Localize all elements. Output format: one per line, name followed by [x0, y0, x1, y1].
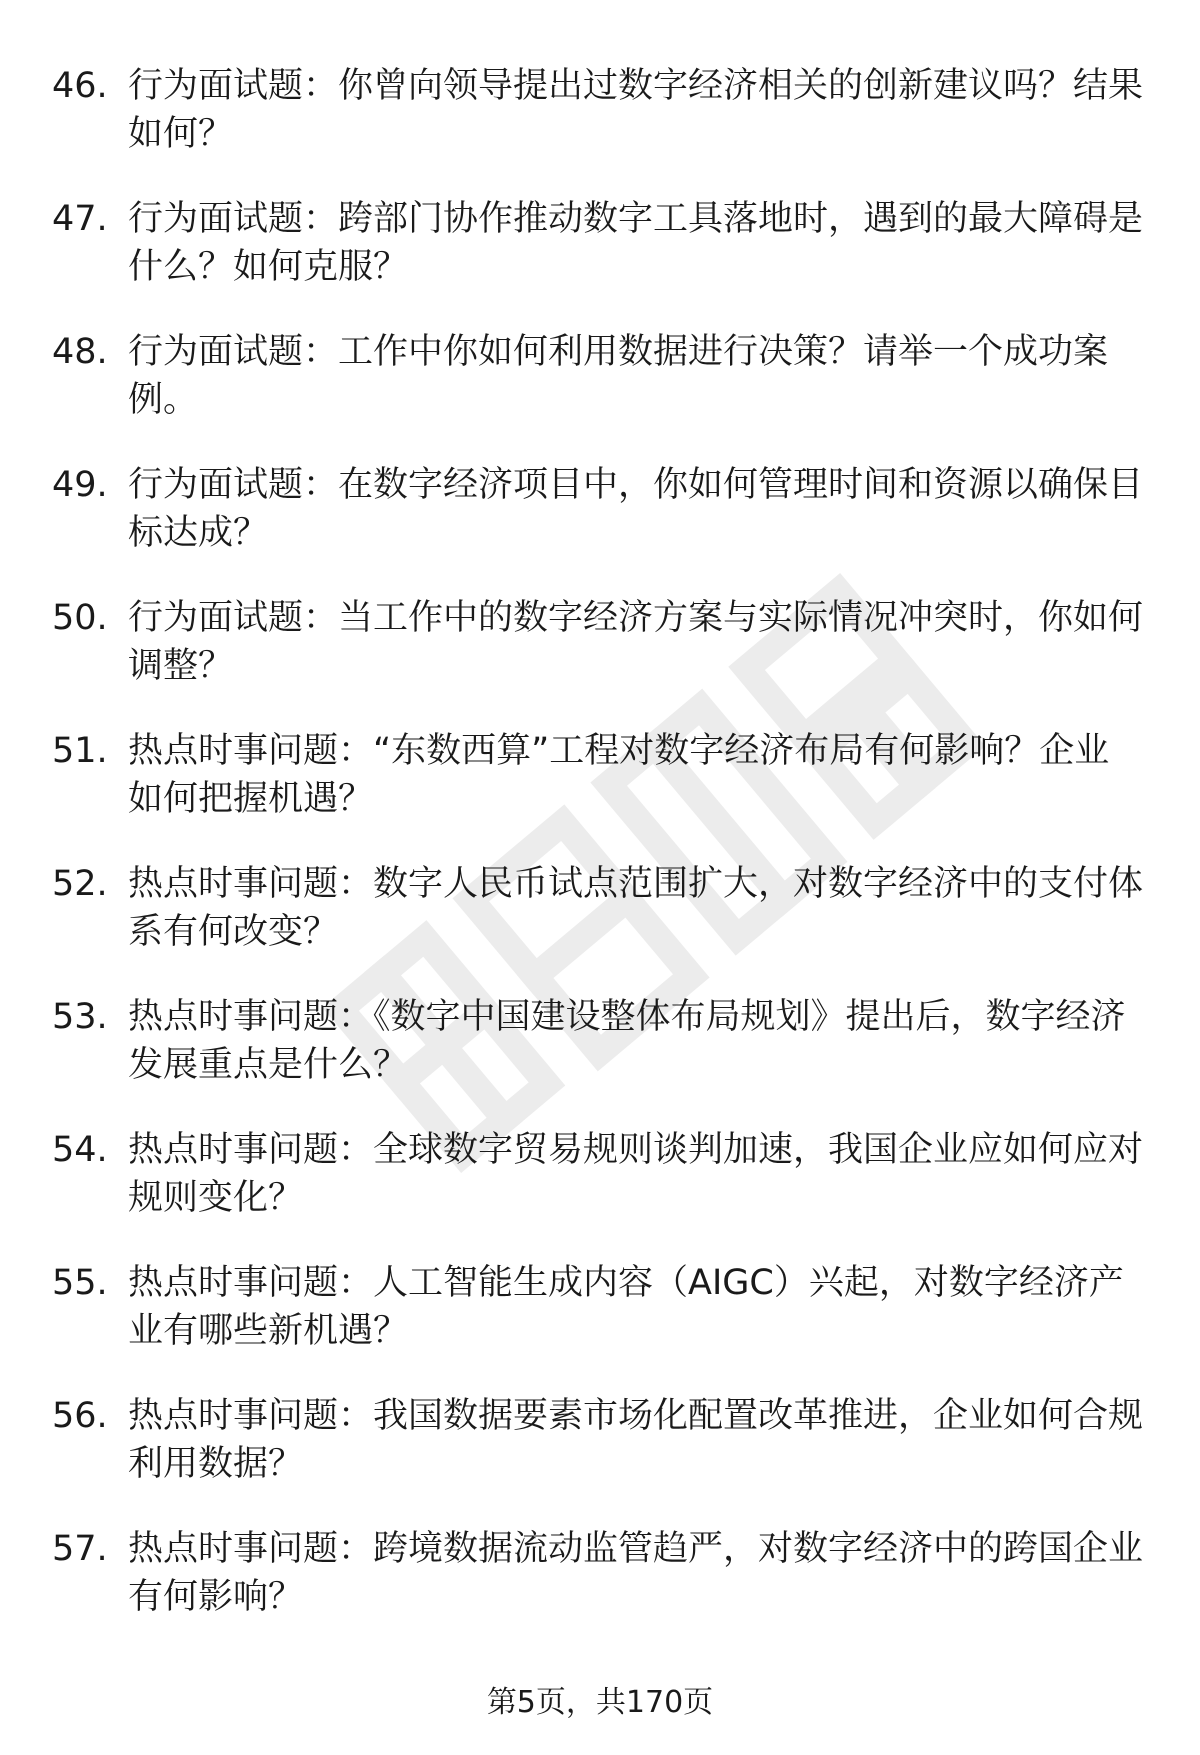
- list-item: [0, 1126, 1200, 1259]
- question-text: 热点时事问题：人工智能生成内容（AIGC）兴起，对数字经济产业有哪些新机遇？: [128, 1263, 1124, 1351]
- list-item: [0, 1525, 1200, 1658]
- list-item: [0, 594, 1200, 727]
- page-footer: 第5页，共170页: [486, 1685, 714, 1720]
- question-text: 行为面试题：跨部门协作推动数字工具落地时，遇到的最大障碍是什么？如何克服？: [128, 199, 1144, 287]
- list-item: [0, 727, 1200, 860]
- question-text: 行为面试题：在数字经济项目中，你如何管理时间和资源以确保目标达成？: [128, 465, 1144, 553]
- question-number: 50.: [52, 598, 108, 638]
- question-text: 热点时事问题：数字人民币试点范围扩大，对数字经济中的支付体系有何改变？: [128, 864, 1144, 952]
- question-number: 48.: [52, 332, 108, 372]
- question-number: 55.: [52, 1263, 108, 1303]
- question-text: 热点时事问题：全球数字贸易规则谈判加速，我国企业应如何应对规则变化？: [128, 1130, 1144, 1218]
- list-item: [0, 860, 1200, 993]
- question-number: 51.: [52, 731, 108, 771]
- question-text: 热点时事问题：我国数据要素市场化配置改革推进，企业如何合规利用数据？: [128, 1396, 1144, 1484]
- question-text: 行为面试题：你曾向领导提出过数字经济相关的创新建议吗？结果如何？: [128, 66, 1144, 154]
- question-number: 46.: [52, 66, 108, 106]
- list-item: [0, 461, 1200, 594]
- question-number: 54.: [52, 1130, 108, 1170]
- question-number: 57.: [52, 1529, 108, 1569]
- list-item: [0, 1392, 1200, 1525]
- question-text: 热点时事问题：“东数西算”工程对数字经济布局有何影响？企业如何把握机遇？: [128, 731, 1110, 819]
- question-number: 52.: [52, 864, 108, 904]
- question-number: 53.: [52, 997, 108, 1037]
- list-item: [0, 1259, 1200, 1392]
- question-text: 热点时事问题：《数字中国建设整体布局规划》提出后，数字经济发展重点是什么？: [128, 997, 1126, 1085]
- question-number: 49.: [52, 465, 108, 505]
- list-item: [0, 195, 1200, 328]
- list-item: [0, 62, 1200, 195]
- question-text: 热点时事问题：跨境数据流动监管趋严，对数字经济中的跨国企业有何影响？: [128, 1529, 1144, 1617]
- question-number: 47.: [52, 199, 108, 239]
- question-text: 行为面试题：工作中你如何利用数据进行决策？请举一个成功案例。: [128, 332, 1109, 420]
- question-list: [0, 62, 1200, 1658]
- list-item: [0, 328, 1200, 461]
- question-text: 行为面试题：当工作中的数字经济方案与实际情况冲突时，你如何调整？: [128, 598, 1144, 686]
- list-item: [0, 993, 1200, 1126]
- question-number: 56.: [52, 1396, 108, 1436]
